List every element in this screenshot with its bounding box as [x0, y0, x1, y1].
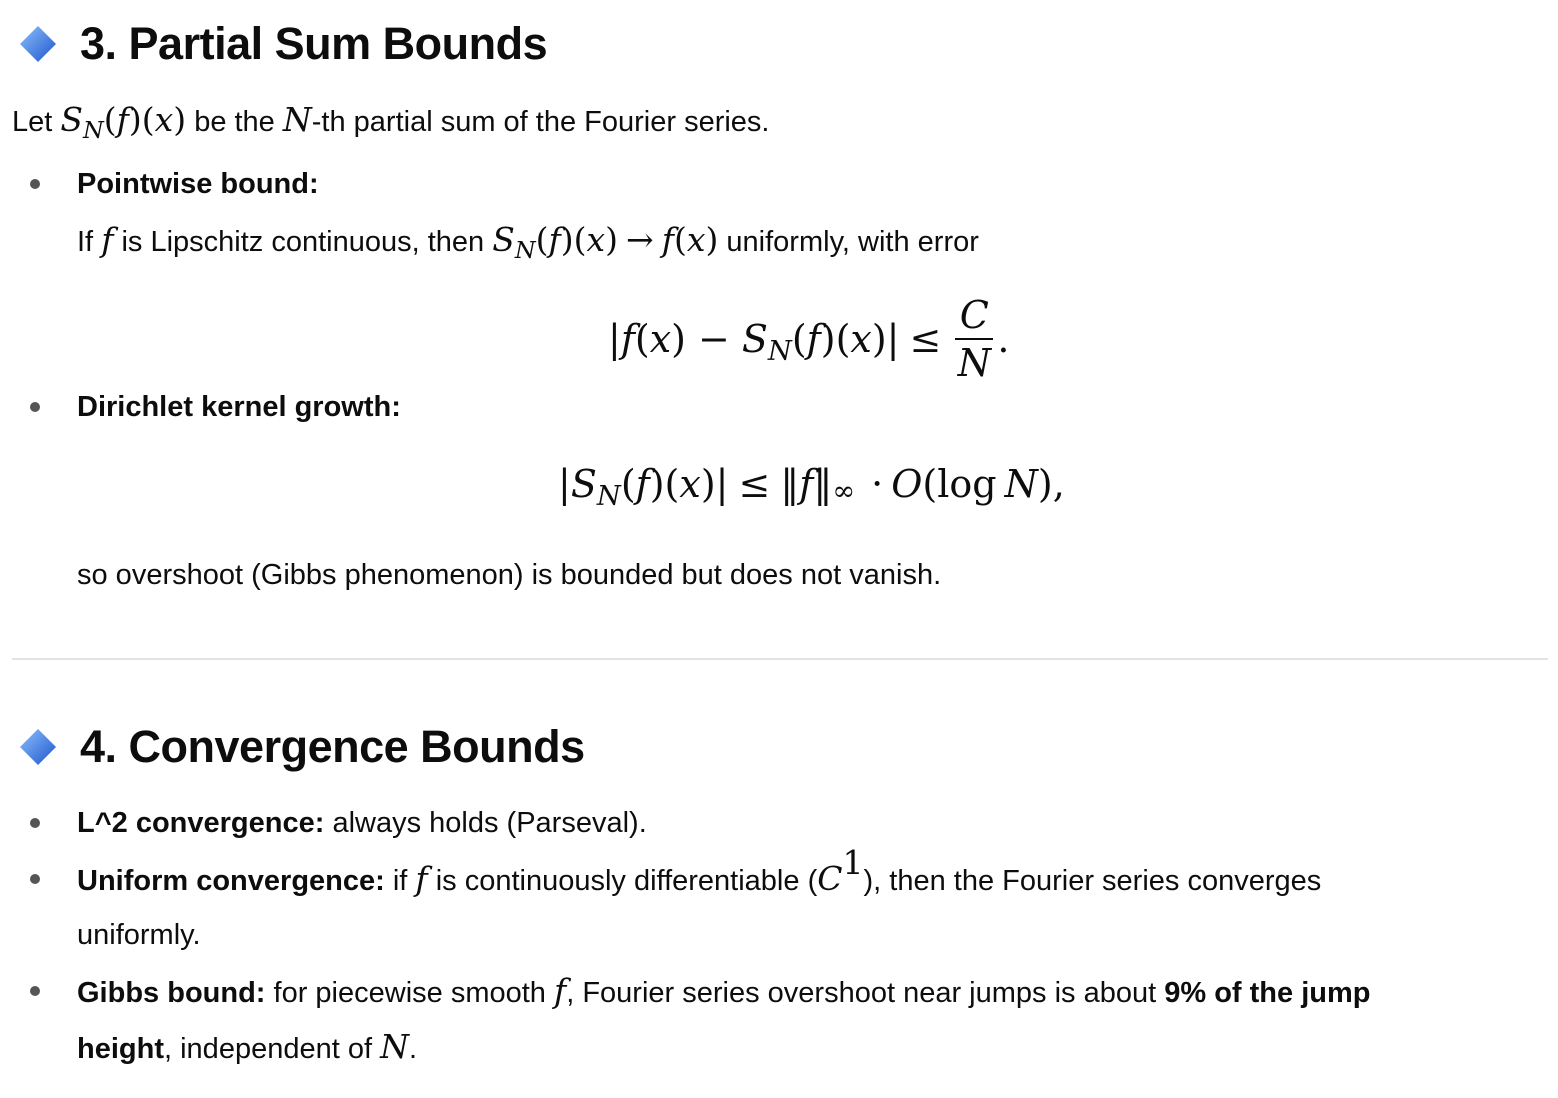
section-4-heading [20, 717, 585, 777]
pointwise-error-equation: | f ( x ) − $S_N$ ( f ) ( x ) | ≤ $\frac{C}{N}$ . [608, 293, 1010, 385]
section-3-intro: Let $S_N(f)(x)$ be the N-th partial sum of the Fourier series. [12, 100, 770, 144]
dirichlet-equation: | $S_N$ ( f ) ( x ) | ≤ ‖ f ‖ ∞ · O ( log N ) , [558, 462, 1065, 512]
dirichlet-label: Dirichlet kernel growth: [77, 391, 401, 423]
pointwise-bound-text: If f is Lipschitz continuous, then $S_N(f)(x) \to f(x)$ uniformly, with error [77, 220, 979, 264]
uniform-convergence-item: Uniform convergence: if f is continuously differentiable (C1), then the Fourier series converges [77, 842, 1322, 898]
bullet-dot [30, 179, 40, 189]
gibbs-bound-item: Gibbs bound: for piecewise smooth f, Fourier series overshoot near jumps is about 9% of the jump [77, 971, 1371, 1010]
blue-diamond-icon [24, 30, 52, 58]
gibbs-bound-wrap: height, independent of N. [77, 1027, 418, 1066]
bullet-dot [30, 818, 40, 828]
section-4-title: 4. Convergence Bounds [80, 721, 585, 772]
fraction-c-over-n: $\frac{C}{N}$ [955, 292, 993, 386]
section-3-heading [20, 14, 547, 74]
section-divider [12, 658, 1548, 660]
pointwise-bound-label: Pointwise bound: [77, 168, 319, 200]
section-3-title: 3. Partial Sum Bounds [80, 18, 548, 69]
bullet-dot [30, 874, 40, 884]
bullet-dot [30, 986, 40, 996]
l2-convergence-item: L^2 convergence: always holds (Parseval). [77, 807, 647, 839]
overshoot-text: so overshoot (Gibbs phenomenon) is bounded but does not vanish. [77, 559, 942, 591]
uniform-convergence-wrap: uniformly. [77, 919, 201, 951]
bullet-dot [30, 402, 40, 412]
blue-diamond-icon [24, 733, 52, 761]
